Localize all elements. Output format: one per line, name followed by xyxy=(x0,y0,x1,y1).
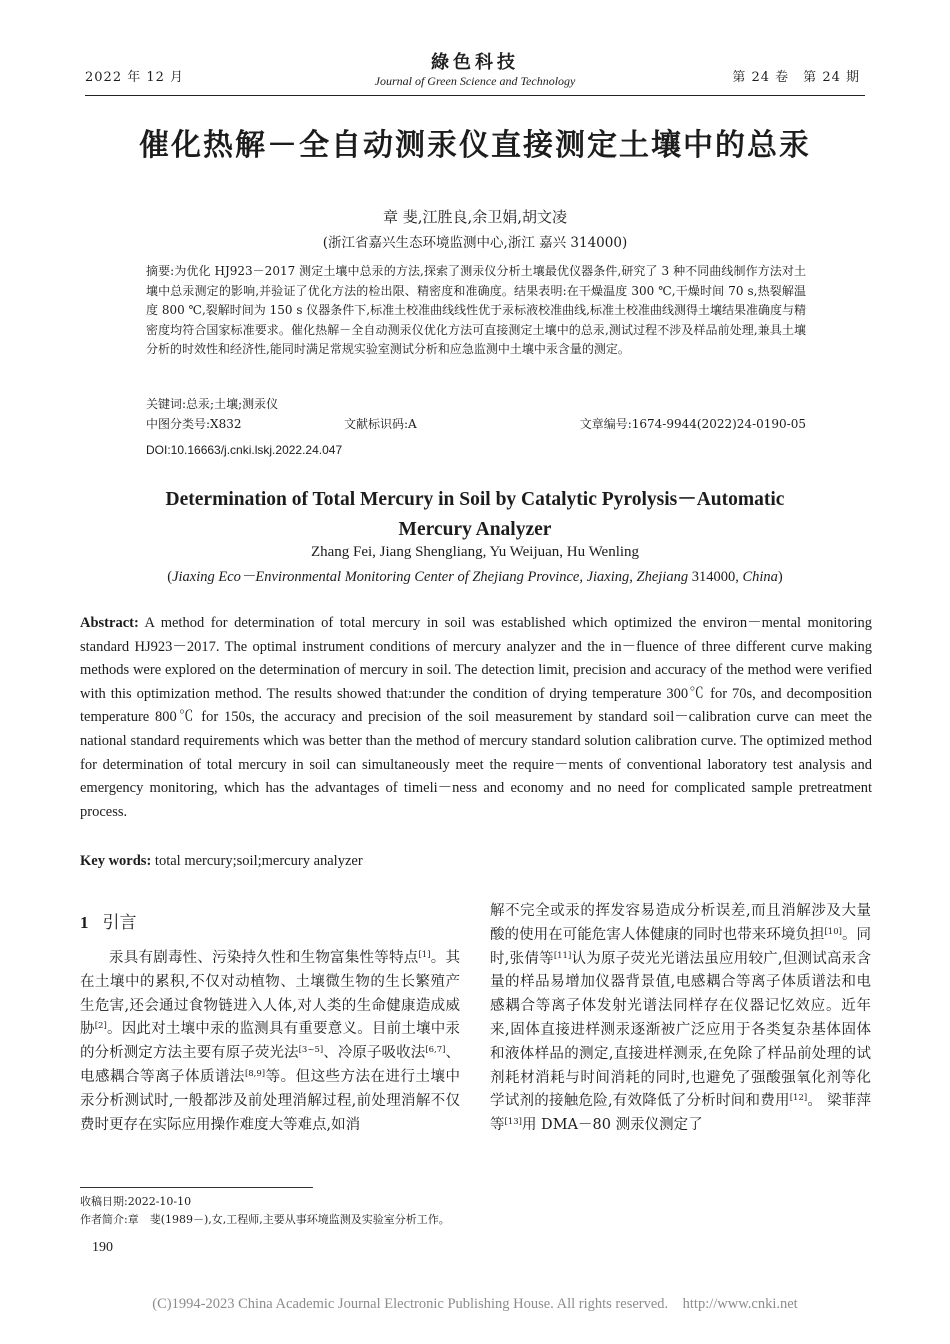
citation: [8,9] xyxy=(244,1068,266,1079)
header-divider xyxy=(85,95,865,96)
paper-title-en xyxy=(90,485,860,545)
citation: [10] xyxy=(824,926,842,937)
citation: [13] xyxy=(504,1117,522,1128)
body-text: 。其在土壤中的累积,不仅对动植物、土壤微生物的生长繁殖产生危害,还会通过食物链进入人体,对人类的生命健康造成威胁 xyxy=(80,950,461,1038)
keywords-en-text: total mercury;soil;mercury analyzer xyxy=(154,853,363,869)
section-heading xyxy=(80,910,137,936)
abstract-en-text: A method for determination of total mercury in soil was established which optimized the environ－mental monitoring standard HJ923－2017. The optimal instrument conditions of mercury analyzer and the in－fluence of three different curve making methods were explored on the determination of mercury in soil. The detection limit, precision and accuracy of the method were verified with this optimization method. The results showed that:under the condition of drying temperature 300℃ for 70s, and decomposition temperature 800℃ for 150s, the accuracy and precision of the soil measurement by standard soil－calibration curve can meet the national standard requirements which was better than the method of mercury standard solution calibration curve. The optimized method for determination of total mercury in soil can simultaneously meet the require－ments of conventional laboratory test analysis and emergency monitoring, which has the advantages of timeli－ness and economy and no need for complicated sample pretreatment process. xyxy=(80,615,873,820)
doi: DOI:10.16663/j.cnki.lskj.2022.24.047 xyxy=(146,443,343,457)
affiliation-cn: (浙江省嘉兴生态环境监测中心,浙江 嘉兴 314000) xyxy=(322,235,628,251)
body-column-left xyxy=(80,947,460,1137)
affiliation-en-zip: 314000, xyxy=(688,569,743,585)
abstract-en-label: Abstract: xyxy=(80,615,139,631)
body-text: 汞具有剧毒性、污染持久性和生物富集性等特点 xyxy=(109,950,419,966)
journal-masthead xyxy=(300,52,650,88)
footnote-divider xyxy=(80,1187,313,1188)
body-text: 。同时,张倩等 xyxy=(490,926,872,967)
journal-title-en: Journal of Green Science and Technology xyxy=(374,74,576,88)
body-text: 等。但这些方法在进行土壤中汞分析测试时,一般都涉及前处理消解过程,前处理消解不仅费时更存在实际应用操作难度大等难点,如消 xyxy=(80,1068,461,1133)
affiliation-en xyxy=(58,566,892,588)
body-text: 、电感耦合等离子体质谱法 xyxy=(80,1045,461,1085)
document-code: 文献标识码:A xyxy=(344,417,417,431)
cnki-copyright: (C)1994-2023 China Academic Journal Electronic Publishing House. All rights reserved. http://www.cnki.net xyxy=(152,1296,798,1312)
body-text: 认为原子荧光光谱法虽应用较广,但测试高汞含量的样品易增加仪器背景值,电感耦合等离子体质谱法和电感耦合等离子体发射光谱法同样存在仪器记忆效应。近年来,固体直接进样测汞逐渐被广泛应用于各类复杂基体固体和液体样品的测定,直接进样测汞,在免除了样品前处理的试剂耗材消耗与时间消耗的同时,也避免了强酸强氧化剂等化学试剂的接触危险,有效降低了分析时间和费用 xyxy=(490,950,871,1110)
journal-title-cn: 綠色科技 xyxy=(431,52,519,73)
abstract-cn: 摘要:为优化 HJ923－2017 测定土壤中总汞的方法,探索了测汞仪分析土壤最优仪器条件,研究了 3 种不同曲线制作方法对土壤中总汞测定的影响,并验证了优化方法的检出限、精密度和准确度。结果表明:在干燥温度 300 ℃,干燥时间 70 s,热裂解温度 800 ℃,裂解时间为 150 s 仪器条件下,标准土校准曲线线性优于汞标液校准曲线,标准土校准曲线测得土壤结果准确度与精密度均符合国家标准要求。催化热解－全自动测汞仪优化方法可直接测定土壤中的总汞,测试过程不涉及样品前处理,兼具土壤分析的时效性和经济性,能同时满足常规实验室测试分析和应急监测中土壤中汞含量的测定。 xyxy=(146,264,806,356)
paper-title-cn: 催化热解－全自动测汞仪直接测定土壤中的总汞 xyxy=(139,128,811,163)
classification-line xyxy=(146,415,806,435)
paper-title-en-line1: Determination of Total Mercury in Soil by Catalytic Pyrolysis－Automatic xyxy=(165,489,785,510)
body-text: 。 梁菲萍等 xyxy=(490,1093,871,1134)
header-volume: 第 24 卷 第 24 期 xyxy=(732,70,860,85)
authors-cn: 章 斐,江胜良,余卫娟,胡文凌 xyxy=(382,208,568,226)
body-column-right xyxy=(490,900,871,1138)
keywords-en xyxy=(80,850,363,872)
keywords-cn: 关键词:总汞;土壤;测汞仪 xyxy=(146,397,279,411)
authors-en: Zhang Fei, Jiang Shengliang, Yu Weijuan, Hu Wenling xyxy=(310,544,640,560)
affiliation-en-open: ( xyxy=(167,569,173,585)
affiliation-en-close: ) xyxy=(777,569,783,585)
body-text: 、冷原子吸收法 xyxy=(323,1045,426,1062)
body-text: 用 DMA－80 测汞仪测定了 xyxy=(521,1117,703,1134)
body-text: 解不完全或汞的挥发容易造成分析误差,而且消解涉及大量酸的使用在可能危害人体健康的同时也带来环境负担 xyxy=(490,903,871,943)
classification-number: 中图分类号:X832 xyxy=(146,417,242,431)
article-number: 文章编号:1674-9944(2022)24-0190-05 xyxy=(579,417,806,431)
footnote-received: 收稿日期:2022-10-10 xyxy=(80,1195,192,1208)
affiliation-en-body: Jiaxing Eco－Environmental Monitoring Center of Zhejiang Province, Jiaxing, Zhejiang xyxy=(172,569,689,585)
page-number: 190 xyxy=(92,1240,113,1255)
keywords-en-label: Key words: xyxy=(80,853,152,869)
citation: [2] xyxy=(94,1021,107,1032)
header-date: 2022 年 12 月 xyxy=(85,70,185,85)
section-title: 引言 xyxy=(102,913,137,933)
citation: [11] xyxy=(553,950,572,961)
body-text: 。因此对土壤中汞的监测具有重要意义。目前土壤中汞的分析测定方法主要有原子荧光法 xyxy=(80,1021,460,1062)
footnote-author-bio: 作者简介:章 斐(1989－),女,工程师,主要从事环境监测及实验室分析工作。 xyxy=(80,1213,450,1226)
citation: [3~5] xyxy=(298,1045,324,1056)
citation: [6,7] xyxy=(425,1045,446,1056)
citation: [12] xyxy=(789,1093,808,1104)
affiliation-en-country: China xyxy=(742,569,778,585)
paper-title-en-line2: Mercury Analyzer xyxy=(398,519,552,540)
abstract-en xyxy=(80,612,872,824)
citation: [1] xyxy=(418,950,431,960)
section-number: 1 xyxy=(80,913,89,932)
